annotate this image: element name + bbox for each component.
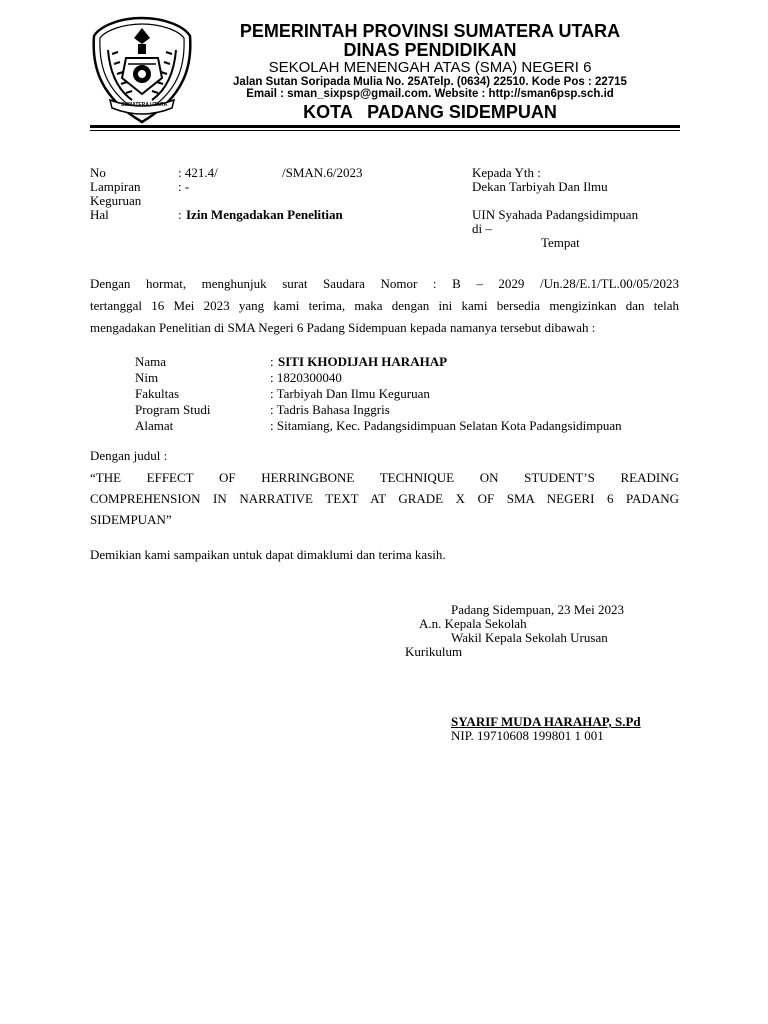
student-nim-value: : 1820300040 xyxy=(270,370,342,385)
student-faculty-value: : Tarbiyah Dan Ilmu Keguruan xyxy=(270,386,430,401)
number-suffix: /SMAN.6/2023 xyxy=(282,165,363,180)
signature-place-date: Padang Sidempuan, 23 Mei 2023 xyxy=(451,602,624,617)
title-line1: “THE EFFECT OF HERRINGBONE TECHNIQUE ON STUDENT’S READING xyxy=(90,470,679,485)
signatory-name: SYARIF MUDA HARAHAP, S.Pd xyxy=(451,714,641,729)
letterhead-divider-thick xyxy=(90,125,680,128)
student-name-colon: : xyxy=(270,354,274,369)
recipient-line1: Kepada Yth : xyxy=(472,165,541,180)
student-program-value: : Tadris Bahasa Inggris xyxy=(270,402,390,417)
title-label: Dengan judul : xyxy=(90,448,168,463)
letterhead-department: DINAS PENDIDIKAN xyxy=(343,40,517,60)
recipient-line5: Tempat xyxy=(541,235,580,250)
letterhead-address: Jalan Sutan Soripada Mulia No. 25ATelp. (0634) 22510. Kode Pos : 22715 xyxy=(233,76,627,88)
signatory-nip: NIP. 19710608 199801 1 001 xyxy=(451,728,604,743)
student-program-label: Program Studi xyxy=(135,402,211,417)
student-name-value: SITI KHODIJAH HARAHAP xyxy=(278,354,448,369)
recipient-line2: Dekan Tarbiyah Dan Ilmu xyxy=(472,179,608,194)
letterhead-government: PEMERINTAH PROVINSI SUMATERA UTARA xyxy=(239,21,621,41)
keguruan-wrap-label: Keguruan xyxy=(90,193,142,208)
signature-position-line1: Wakil Kepala Sekolah Urusan xyxy=(451,630,608,645)
letterhead-city: KOTA PADANG SIDEMPUAN xyxy=(303,102,557,122)
closing-sentence: Demikian kami sampaikan untuk dapat dimaklumi dan terima kasih. xyxy=(90,547,446,562)
intro-line2: tertanggal 16 Mei 2023 yang kami terima, maka dengan ini kami bersedia mengizinkan dan telah xyxy=(90,298,679,313)
logo-banner-text: SUMATERA UTARA xyxy=(121,102,168,108)
intro-line3: mengadakan Penelitian di SMA Negeri 6 Padang Sidempuan kepada namanya tersebut dibawah : xyxy=(90,320,596,335)
attachment-label: Lampiran xyxy=(90,179,141,194)
letterhead-divider-thin xyxy=(90,130,680,131)
student-name-label: Nama xyxy=(135,354,167,369)
number-label: No xyxy=(90,165,106,180)
subject-label: Hal xyxy=(90,207,109,222)
title-line3: SIDEMPUAN” xyxy=(90,512,172,527)
intro-line1: Dengan hormat, menghunjuk surat Saudara Nomor : B – 2029 /Un.28/E.1/TL.00/05/2023 xyxy=(90,276,679,291)
recipient-line4: di – xyxy=(472,221,492,236)
signature-on-behalf: A.n. Kepala Sekolah xyxy=(419,616,527,631)
student-address-value: : Sitamiang, Kec. Padangsidimpuan Selatan Kota Padangsidimpuan xyxy=(270,418,622,433)
student-address-label: Alamat xyxy=(135,418,174,433)
title-line2: COMPREHENSION IN NARRATIVE TEXT AT GRADE X OF SMA NEGERI 6 PADANG xyxy=(90,491,679,506)
recipient-line3: UIN Syahada Padangsidimpuan xyxy=(472,207,639,222)
subject-colon: : xyxy=(178,207,182,222)
signature-position-line2: Kurikulum xyxy=(405,644,463,659)
letterhead-contact: Email : sman_sixpsp@gmail.com. Website : http://sman6psp.sch.id xyxy=(246,88,614,100)
subject-value: Izin Mengadakan Penelitian xyxy=(186,207,343,222)
number-value: : 421.4/ xyxy=(178,165,218,180)
letterhead-school-name: SEKOLAH MENENGAH ATAS (SMA) NEGERI 6 xyxy=(268,59,592,76)
student-nim-label: Nim xyxy=(135,370,159,385)
attachment-value: : - xyxy=(178,179,190,194)
student-faculty-label: Fakultas xyxy=(135,386,180,401)
